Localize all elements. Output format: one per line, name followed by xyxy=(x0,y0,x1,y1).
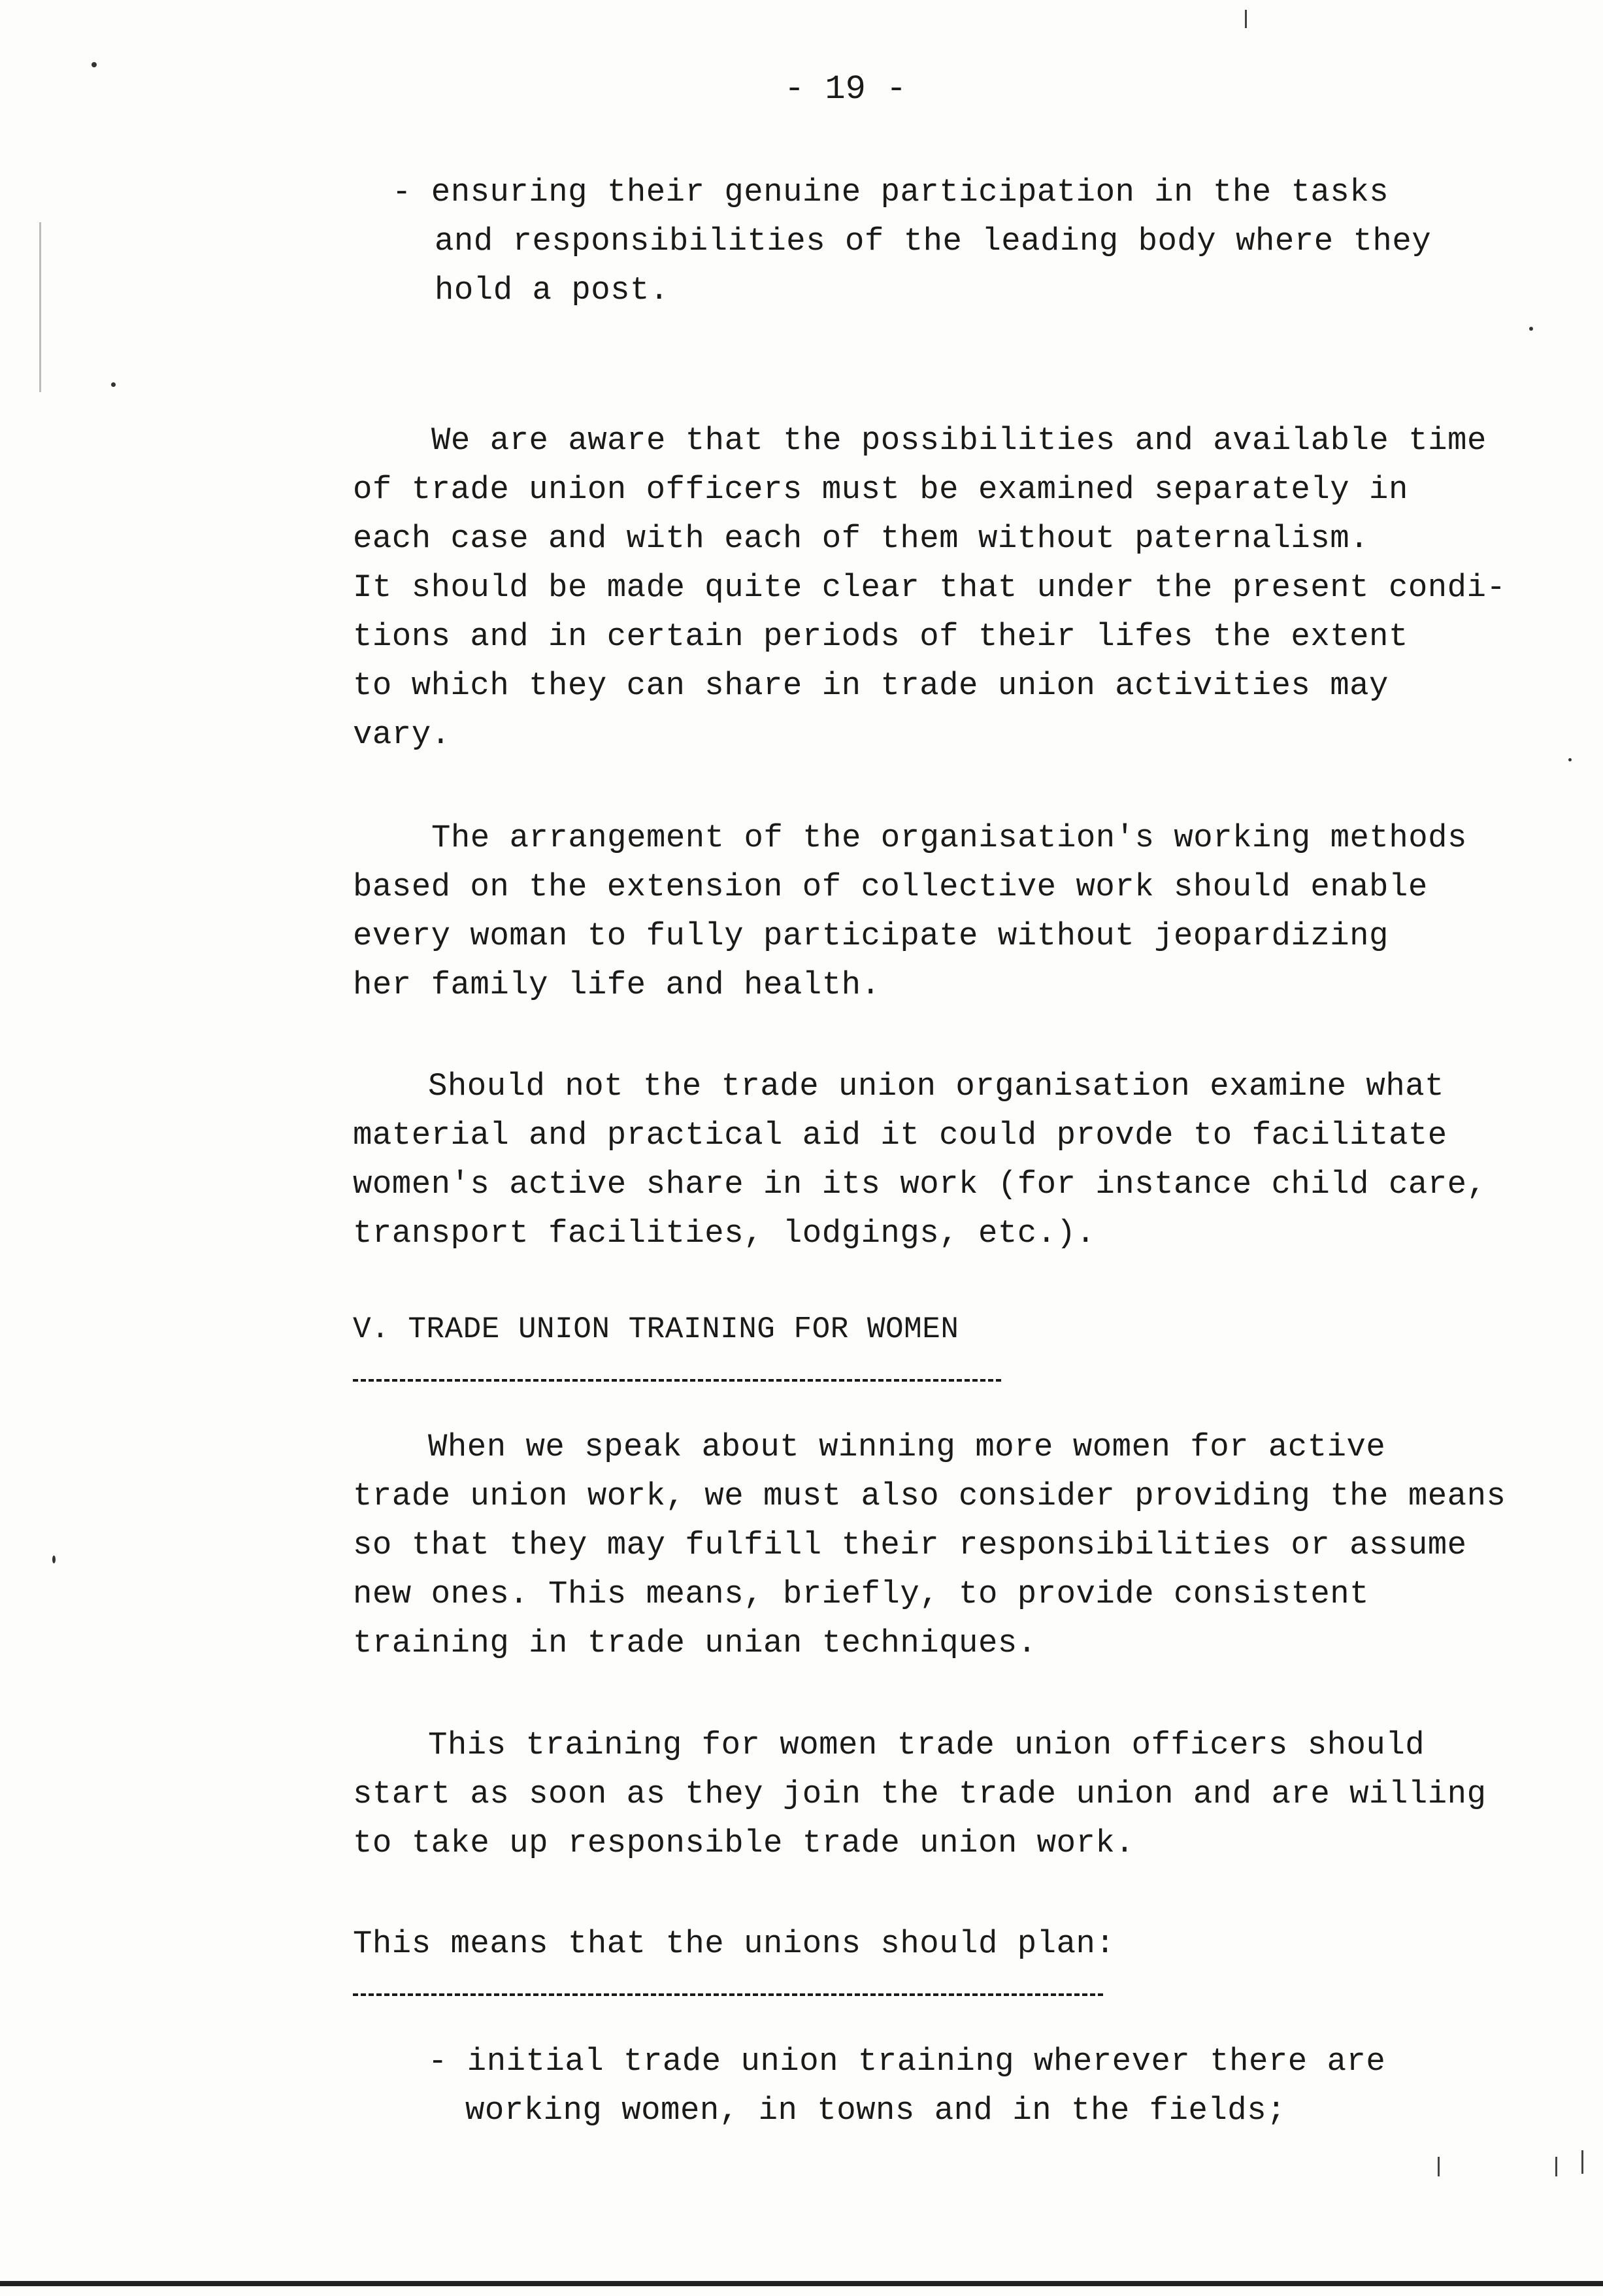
scan-mark xyxy=(1555,2157,1557,2176)
bullet-line: and responsibilities of the leading body where they xyxy=(435,223,1432,259)
text-line: of trade union officers must be examined separately in xyxy=(353,471,1408,508)
text-line: tions and in certain periods of their lifes the extent xyxy=(353,618,1408,655)
bullet-line: - initial trade union training wherever there are xyxy=(428,2043,1386,2080)
text-line: When we speak about winning more women for active xyxy=(428,1429,1386,1465)
scan-speck xyxy=(1529,327,1533,331)
scan-speck xyxy=(1568,758,1572,761)
text-line: The arrangement of the organisation's working methods xyxy=(431,820,1467,856)
scan-speck xyxy=(91,62,97,67)
scan-speck xyxy=(52,1556,56,1563)
text-line: so that they may fulfill their responsibilities or assume xyxy=(353,1527,1467,1563)
text-line: vary. xyxy=(353,716,451,753)
text-line: It should be made quite clear that under the present condi- xyxy=(353,569,1506,606)
text-line: women's active share in its work (for instance child care, xyxy=(353,1166,1487,1203)
page-number: - 19 - xyxy=(784,70,907,108)
plan-heading-underline xyxy=(353,1993,1103,1996)
plan-heading: This means that the unions should plan: xyxy=(353,1925,1115,1962)
scan-speck xyxy=(111,382,116,387)
text-line: to take up responsible trade union work. xyxy=(353,1825,1135,1861)
text-line: This training for women trade union officers should xyxy=(428,1727,1425,1763)
section-heading: V. TRADE UNION TRAINING FOR WOMEN xyxy=(353,1312,959,1346)
scan-edge-bar xyxy=(0,2281,1603,2286)
scan-mark xyxy=(1581,2150,1583,2174)
text-line: material and practical aid it could provde to facilitate xyxy=(353,1117,1447,1154)
text-line: based on the extension of collective work should enable xyxy=(353,869,1428,905)
bullet-line: working women, in towns and in the fields; xyxy=(465,2092,1287,2129)
text-line: new ones. This means, briefly, to provide consistent xyxy=(353,1576,1370,1612)
bullet-line: hold a post. xyxy=(435,272,669,308)
text-line: to which they can share in trade union activities may xyxy=(353,667,1389,704)
text-line: each case and with each of them without paternalism. xyxy=(353,520,1370,557)
section-heading-underline xyxy=(353,1379,1001,1382)
text-line: trade union work, we must also consider providing the means xyxy=(353,1478,1506,1514)
text-line: transport facilities, lodgings, etc.). xyxy=(353,1215,1096,1252)
text-line: her family life and health. xyxy=(353,967,881,1003)
text-line: Should not the trade union organisation examine what xyxy=(428,1068,1445,1105)
text-line: training in trade unian techniques. xyxy=(353,1625,1037,1661)
scan-mark xyxy=(1245,10,1247,28)
scan-mark xyxy=(39,222,41,392)
bullet-line: - ensuring their genuine participation in the tasks xyxy=(392,174,1389,210)
text-line: every woman to fully participate without jeopardizing xyxy=(353,918,1389,954)
text-line: start as soon as they join the trade union and are willing xyxy=(353,1776,1487,1812)
scan-mark xyxy=(1438,2157,1440,2176)
text-line: We are aware that the possibilities and available time xyxy=(431,422,1487,459)
